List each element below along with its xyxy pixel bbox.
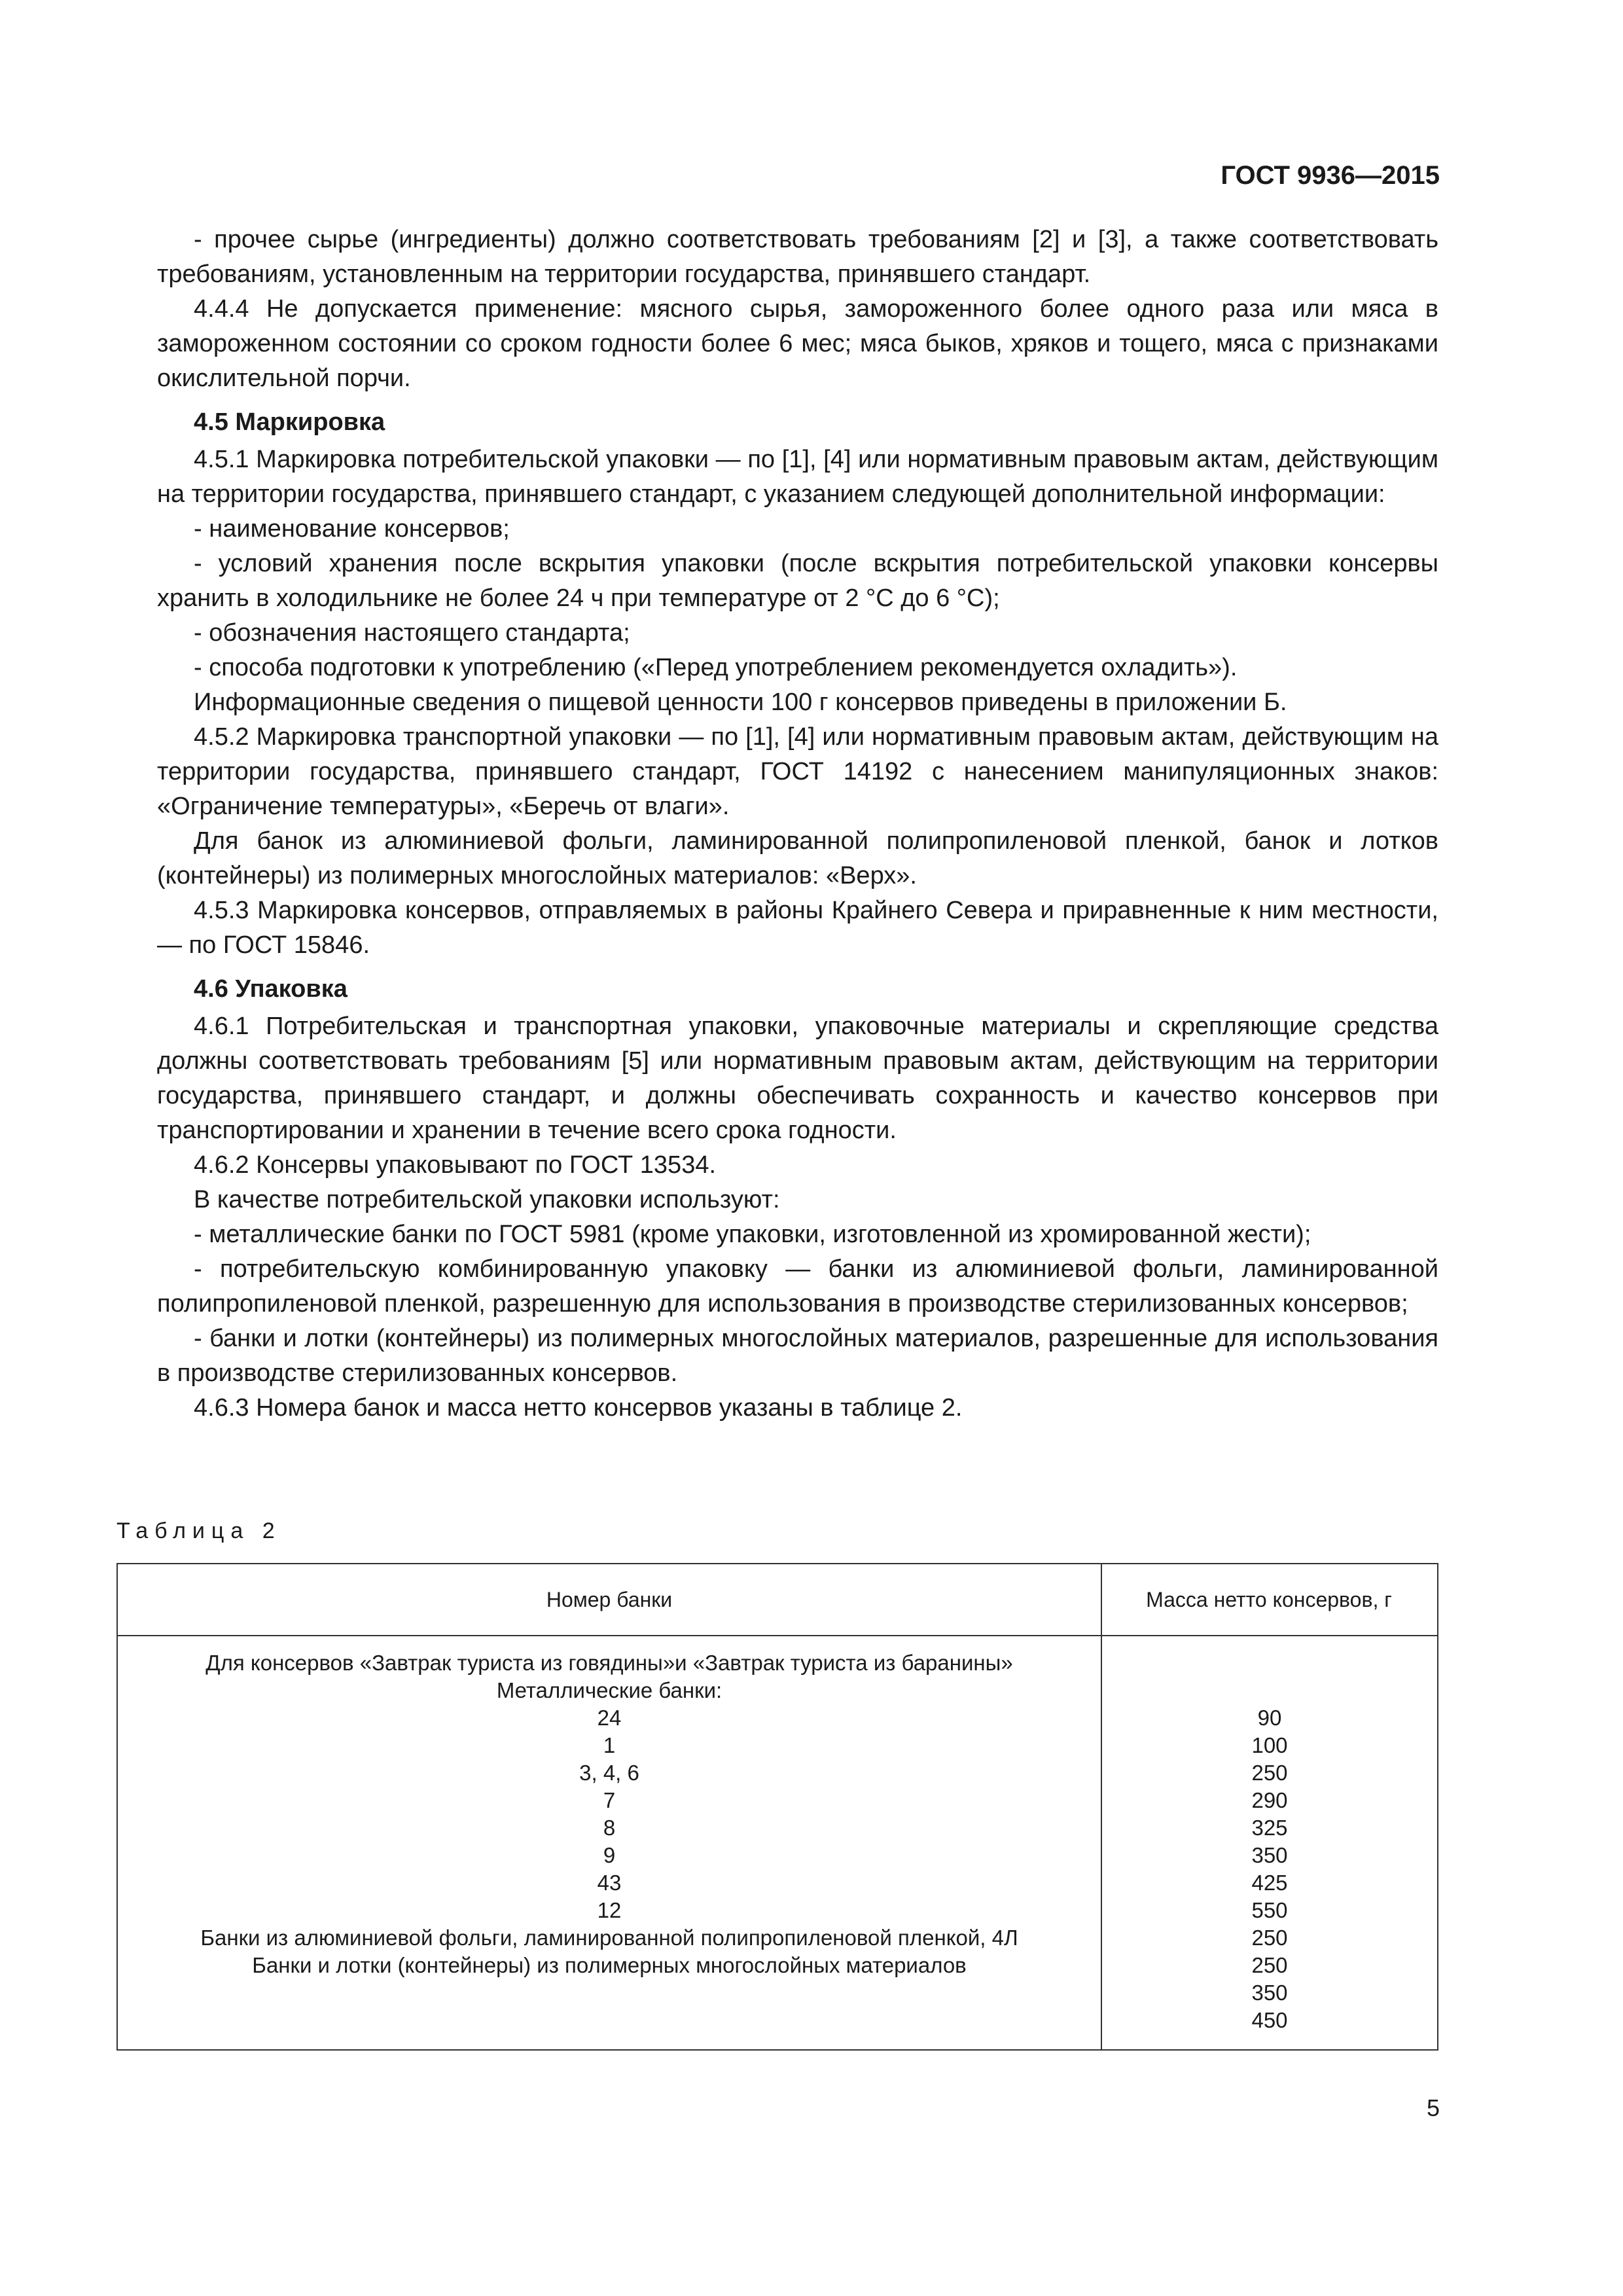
table-header-row [118,1564,1437,1636]
table-cell: 7 [603,1788,616,1812]
list-item: - обозначения настоящего стандарта; [194,619,630,647]
body-text [157,223,1438,1426]
section-heading: 4.6 Упаковка [194,975,348,1003]
net-weight-column [1102,1704,1437,2034]
paragraph: 4.5.2 Маркировка транспортной упаковки — по [1], [4] или нормативным правовым актам, действующим на территории государства, принявшего стандарт, ГОСТ 14192 с нанесением манипуляционных знаков: «Ограничение температуры», «Беречь от влаги». [157,723,1438,820]
list-item: - наименование консервов; [194,515,510,543]
table-cell: 325 [1251,1816,1288,1840]
table-caption: Таблица 2 [116,1518,281,1543]
paragraph: Для банок из алюминиевой фольги, ламинированной полипропиленовой пленкой, банок и лотков (контейнеры) из полимерных многослойных материалов: «Верх». [157,827,1438,889]
table-cell: 8 [603,1816,616,1840]
table-cell: 1 [603,1733,616,1757]
column-header-can-number: Номер банки [546,1587,673,1611]
paragraph: 4.6.3 Номера банок и масса нетто консервов указаны в таблице 2. [194,1394,963,1422]
table-cell: Для консервов «Завтрак туриста из говядины»и «Завтрак туриста из баранины» [205,1651,1013,1675]
table-cell: 350 [1251,1981,1288,2005]
section-heading: 4.5 Маркировка [194,408,385,436]
table-cell: Банки и лотки (контейнеры) из полимерных многослойных материалов [252,1953,967,1977]
table-cell: 550 [1251,1898,1288,1922]
table-2 [116,1563,1438,2051]
paragraph: В качестве потребительской упаковки используют: [194,1186,780,1213]
table-cell: 43 [597,1871,622,1895]
list-item: - банки и лотки (контейнеры) из полимерных многослойных материалов, разрешенные для использования в производстве стерилизованных консервов. [157,1325,1438,1387]
paragraph: 4.6.1 Потребительская и транспортная упаковки, упаковочные материалы и скрепляющие средства должны соответствовать требованиям [5] или нормативным правовым актам, действующим на территории государства, принявшего стандарт, и должны обеспечивать сохранность и качество консервов при транспортировании и хранении в течение всего срока годности. [157,1013,1438,1144]
table-cell: 24 [597,1706,622,1730]
table-cell: 90 [1257,1706,1282,1730]
table-cell: 250 [1251,1953,1288,1977]
paragraph: 4.6.2 Консервы упаковывают по ГОСТ 13534. [194,1151,717,1179]
list-item: - потребительскую комбинированную упаковку — банки из алюминиевой фольги, ламинированной полипропиленовой пленкой, разрешенную для использования в производстве стерилизованных консервов; [157,1255,1438,1318]
list-item: - способа подготовки к употреблению («Перед употреблением рекомендуется охладить»). [194,654,1238,681]
table-cell: 250 [1251,1926,1288,1950]
list-item: - условий хранения после вскрытия упаковки (после вскрытия потребительской упаковки консервы хранить в холодильнике не более 24 ч при температуре от 2 °С до 6 °С); [157,550,1438,612]
paragraph: Информационные сведения о пищевой ценности 100 г консервов приведены в приложении Б. [194,689,1287,716]
page-number: 5 [1426,2094,1440,2121]
list-item: - металлические банки по ГОСТ 5981 (кроме упаковки, изготовленной из хромированной жести); [194,1221,1311,1248]
table-cell: 425 [1251,1871,1288,1895]
table-cell: 290 [1251,1788,1288,1812]
paragraph: - прочее сырье (ингредиенты) должно соответствовать требованиям [2] и [3], а также соответствовать требованиям, установленным на территории государства, принявшего стандарт. [157,226,1438,288]
table-cell: 3, 4, 6 [579,1761,639,1785]
table-cell: 450 [1251,2008,1288,2032]
document-id-header: ГОСТ 9936—2015 [1221,161,1440,190]
table-cell: Металлические банки: [496,1678,722,1702]
table-cell: 350 [1251,1843,1288,1867]
column-header-net-weight: Масса нетто консервов, г [1146,1587,1392,1611]
paragraph: 4.5.3 Маркировка консервов, отправляемых в районы Крайнего Севера и приравненные к ним местности, — по ГОСТ 15846. [157,897,1438,959]
table-cell: 9 [603,1843,616,1867]
table-cell: 250 [1251,1761,1288,1785]
table-cell: 100 [1251,1733,1288,1757]
table-cell: Банки из алюминиевой фольги, ламинированной полипропиленовой пленкой, 4Л [200,1926,1018,1950]
table-cell: 12 [597,1898,622,1922]
paragraph: 4.5.1 Маркировка потребительской упаковки — по [1], [4] или нормативным правовым актам, действующим на территории государства, принявшего стандарт, с указанием следующей дополнительной информации: [157,446,1438,508]
paragraph: 4.4.4 Не допускается применение: мясного сырья, замороженного более одного раза или мяса в замороженном состоянии со сроком годности более 6 мес; мяса быков, хряков и тощего, мяса с признаками окислительной порчи. [157,295,1438,392]
can-number-column [118,1649,1101,1979]
